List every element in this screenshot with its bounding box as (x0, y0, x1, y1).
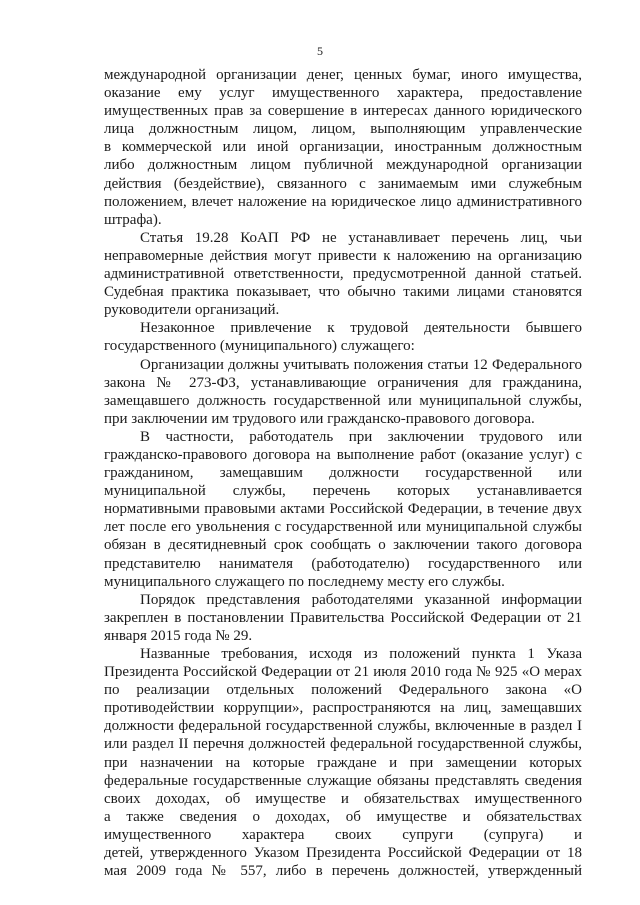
text-line: лица должностным лицом, лицом, выполняющим управленческие (104, 121, 582, 138)
text-line: федеральные государственные служащие обязаны представлять сведения (104, 772, 582, 789)
text-line: закреплен в постановлении Правительства Российской Федерации от 21 (104, 609, 582, 626)
text-line: положением, влечет наложение на юридическое лицо административного (104, 193, 582, 210)
text-line: Судебная практика показывает, что обычно такими лицами становятся (104, 284, 582, 301)
text-line: оказание ему услуг имущественного характера, предоставление (104, 85, 582, 102)
text-line: действия (бездействие), связанного с занимаемым ими служебным (104, 175, 582, 192)
text-line: а также сведения о доходах, об имуществе и обязательствах (104, 808, 582, 825)
text-line: по реализации отдельных положений Федерального закона «О (104, 682, 582, 699)
text-line: замещавшего должность государственной или муниципальной службы, (104, 392, 582, 409)
text-line: лет после его увольнения с государственной или муниципальной службы (104, 519, 582, 536)
text-line: Статья 19.28 КоАП РФ не устанавливает перечень лиц, чьи (140, 229, 582, 246)
text-line: своих доходах, об имуществе и обязательствах имущественного (104, 790, 582, 807)
text-line: международной организации денег, ценных бумаг, иного имущества, (104, 67, 582, 83)
text-line: В частности, работодатель при заключении трудового или (140, 428, 582, 445)
text-line: при назначении на которые граждане и при замещении которых (104, 754, 582, 771)
body-text (104, 66, 582, 880)
text-line: обязан в десятидневный срок сообщать о заключении такого договора (104, 537, 582, 554)
text-line: либо должностным лицом публичной международной организации (104, 157, 582, 174)
page-number: 5 (317, 44, 323, 58)
text-line: или раздел II перечня должностей федеральной государственной службы, (104, 736, 582, 753)
text-line: детей, утвержденного Указом Президента Российской Федерации от 18 (104, 845, 582, 862)
text-line: января 2015 года № 29. (104, 627, 253, 644)
text-line: административной ответственности, предусмотренной данной статьей. (104, 266, 582, 283)
text-line: государственного (муниципального) служащего: (104, 338, 415, 355)
text-line: нормативными правовыми актами Российской Федерации, в течение двух (104, 501, 582, 518)
text-line: представителю нанимателя (работодателю) государственного или (104, 555, 582, 572)
text-line: Названные требования, исходя из положений пункта 1 Указа (140, 646, 582, 662)
text-line: должности федеральной государственной службы, включенные в раздел I (104, 718, 582, 735)
text-line: неправомерные действия могут привести к наложению на организацию (104, 247, 582, 264)
text-line: имущественного характера своих супруги (супруга) и (104, 826, 582, 843)
text-line: муниципальной службы, перечень которых устанавливается (104, 483, 582, 500)
text-line: Организации должны учитывать положения статьи 12 Федерального (140, 356, 582, 373)
text-line: штрафа). (104, 211, 162, 228)
text-line: гражданином, замещавшим должности государственной или (104, 465, 582, 482)
text-line: гражданско-правового договора на выполнение работ (оказание услуг) с (104, 446, 582, 463)
text-line: в коммерческой или иной организации, иностранным должностным (104, 139, 582, 156)
text-line: Порядок представления работодателями указанной информации (140, 591, 582, 608)
text-line: мая 2009 года № 557, либо в перечень должностей, утвержденный (104, 863, 582, 880)
text-line: руководители организаций. (104, 302, 280, 319)
text-line: закона № 273-ФЗ, устанавливающие ограничения для гражданина, (104, 374, 582, 391)
text-line: Незаконное привлечение к трудовой деятельности бывшего (140, 320, 582, 337)
text-line: при заключении им трудового или гражданско-правового договора. (104, 410, 535, 427)
text-line: противодействии коррупции», распространяются на лиц, замещавших (104, 700, 582, 717)
text-line: имущественных прав за совершение в интересах данного юридического (104, 103, 582, 120)
text-line: муниципального служащего по последнему месту его службы. (104, 573, 505, 590)
text-line: Президента Российской Федерации от 21 июля 2010 года № 925 «О мерах (104, 664, 582, 681)
